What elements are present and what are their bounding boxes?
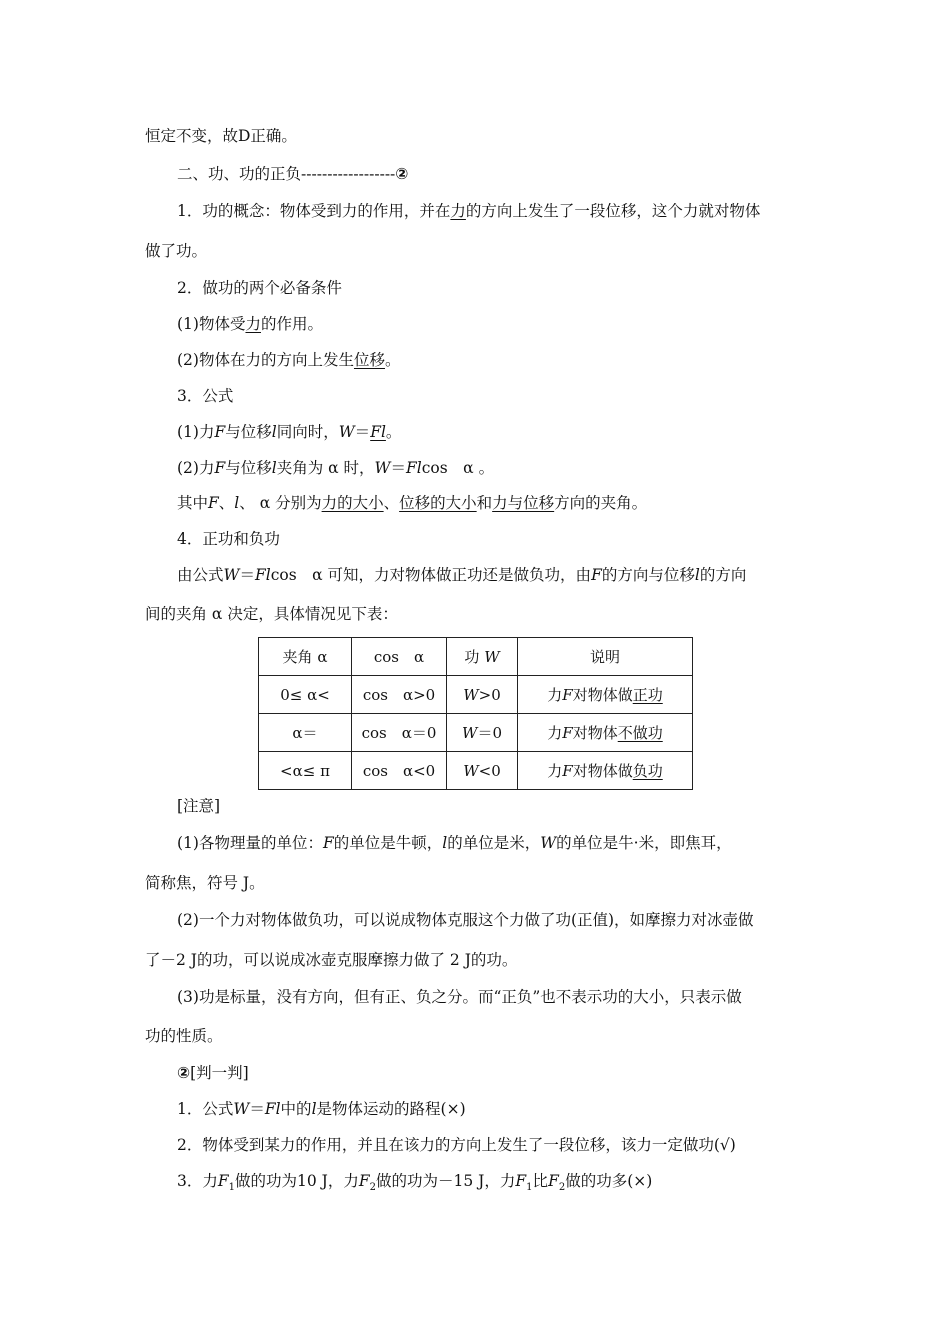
formula-explanation: 其中F、l、 α 分别为力的大小、位移的大小和力与位移方向的夹角。 [177, 494, 648, 512]
blank-answer: Fl [370, 423, 386, 441]
header-angle: 夹角 α [259, 638, 352, 676]
judge-item-1: 1．公式W＝Fl中的l是物体运动的路程(×) [177, 1100, 466, 1118]
cell-description: 力F对物体不做功 [518, 714, 693, 752]
conditions-heading: 2．做功的两个必备条件 [177, 279, 342, 297]
circled-number-mark: ② [395, 165, 409, 183]
note-3-line-2: 功的性质。 [145, 1027, 223, 1045]
blank-answer: 力与位移 [492, 494, 555, 512]
table-row [259, 676, 693, 714]
cell-angle: 0≤ α< [259, 676, 352, 714]
cell-cos: cos α<0 [352, 752, 447, 790]
header-work: 功 W [447, 638, 518, 676]
blank-answer: 位移的大小 [399, 494, 477, 512]
header-description: 说明 [518, 638, 693, 676]
cell-angle: <α≤ π [259, 752, 352, 790]
table-row [259, 752, 693, 790]
note-2-line-2: 了－2 J的功，可以说成冰壶克服摩擦力做了 2 J的功。 [145, 951, 518, 969]
work-sign-line-2: 间的夹角 α 决定，具体情况见下表： [145, 605, 398, 623]
cell-cos: cos α>0 [352, 676, 447, 714]
blank-answer: 位移 [353, 351, 385, 369]
cell-angle: α＝ [259, 714, 352, 752]
cell-cos: cos α＝0 [352, 714, 447, 752]
blank-answer: 力 [450, 202, 466, 220]
judge-item-2: 2．物体受到某力的作用，并且在该力的方向上发生了一段位移，该力一定做功(√) [177, 1136, 736, 1154]
cell-work: W>0 [447, 676, 518, 714]
table-header-row [259, 638, 693, 676]
concept-line-2: 做了功。 [145, 242, 208, 260]
circled-number-mark: ② [177, 1064, 191, 1082]
note-3-line-1: (3)功是标量，没有方向，但有正、负之分。而“正负”也不表示功的大小，只表示做 [177, 988, 742, 1006]
blank-answer: 力 [245, 315, 261, 333]
cell-work: W<0 [447, 752, 518, 790]
formula-2: (2)力F与位移l夹角为 α 时，W＝Flcos α 。 [177, 459, 495, 477]
cell-description: 力F对物体做正功 [518, 676, 693, 714]
note-1-line-1: (1)各物理量的单位：F的单位是牛顿，l的单位是米，W的单位是牛·米，即焦耳， [177, 834, 732, 852]
judge-heading: ②[判一判] [177, 1064, 249, 1082]
formula-1: (1)力F与位移l同向时，W＝Fl。 [177, 423, 402, 441]
paragraph-continuation: 恒定不变，故D正确。 [145, 127, 297, 145]
note-2-line-1: (2)一个力对物体做负功，可以说成物体克服这个力做了功(正值)，如摩擦力对冰壶做 [177, 911, 754, 929]
work-sign-line-1: 由公式W＝Flcos α 可知，力对物体做正功还是做负功，由F的方向与位移l的方向 [177, 566, 747, 584]
cell-description: 力F对物体做负功 [518, 752, 693, 790]
section-heading [177, 163, 408, 185]
work-sign-table [258, 637, 693, 790]
note-title: [注意] [177, 797, 221, 815]
work-sign-heading: 4．正功和负功 [177, 530, 280, 548]
section-dashes: ------------------ [301, 165, 396, 183]
table-row [259, 714, 693, 752]
concept-line-1: 1．功的概念：物体受到力的作用，并在力的方向上发生了一段位移，这个力就对物体 [177, 202, 761, 220]
header-cos: cos α [352, 638, 447, 676]
note-1-line-2: 简称焦，符号 J。 [145, 874, 265, 892]
condition-2: (2)物体在力的方向上发生位移。 [177, 351, 401, 369]
formula-heading: 3．公式 [177, 387, 234, 405]
section-title: 二、功、功的正负 [177, 165, 302, 183]
judge-item-3: 3．力$F_1$做的功为10 J，力$F_2$做的功为－15 J，力$F_1$比$F_2$做的功多(×) [177, 1172, 653, 1194]
blank-answer: 力的大小 [321, 494, 384, 512]
condition-1: (1)物体受力的作用。 [177, 315, 323, 333]
cell-work: W＝0 [447, 714, 518, 752]
